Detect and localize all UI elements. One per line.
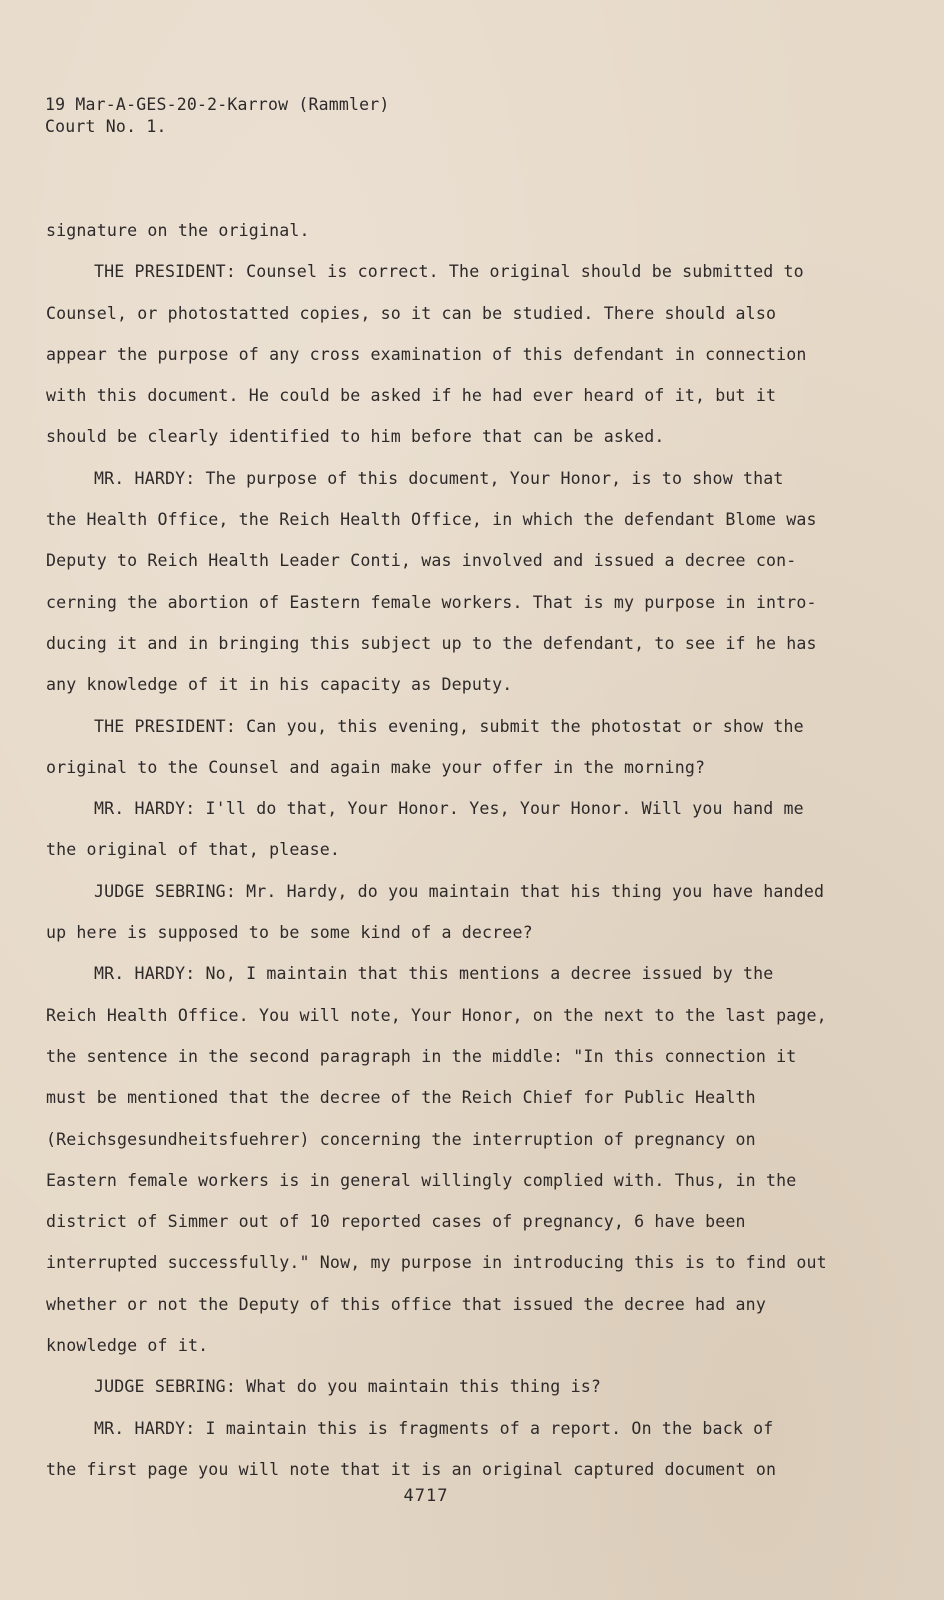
transcript-line: THE PRESIDENT: Counsel is correct. The original should be submitted to: [94, 262, 804, 282]
transcript-line: appear the purpose of any cross examination of this defendant in connection: [46, 344, 807, 364]
transcript-line: MR. HARDY: I'll do that, Your Honor. Yes, Your Honor. Will you hand me: [94, 799, 804, 819]
transcript-line: whether or not the Deputy of this office that issued the decree had any: [46, 1294, 766, 1314]
transcript-line: Counsel, or photostatted copies, so it can be studied. There should also: [46, 303, 777, 323]
page-number: 4717: [403, 1486, 449, 1506]
transcript-line: must be mentioned that the decree of the Reich Chief for Public Health: [46, 1088, 756, 1108]
transcript-body: [46, 210, 846, 1490]
transcript-line: Reich Health Office. You will note, Your Honor, on the next to the last page,: [46, 1005, 827, 1025]
transcript-line: the Health Office, the Reich Health Office, in which the defendant Blome was: [46, 510, 817, 530]
transcript-line: MR. HARDY: The purpose of this document, Your Honor, is to show that: [94, 468, 784, 488]
transcript-line: THE PRESIDENT: Can you, this evening, submit the photostat or show the: [94, 716, 804, 736]
transcript-line: the original of that, please.: [46, 840, 341, 860]
transcript-line: the first page you will note that it is an original captured document on: [46, 1459, 777, 1479]
transcript-line: knowledge of it.: [46, 1336, 209, 1356]
transcript-line: MR. HARDY: I maintain this is fragments of a report. On the back of: [94, 1418, 774, 1438]
transcript-line: cerning the abortion of Eastern female workers. That is my purpose in intro-: [46, 592, 817, 612]
transcript-line: any knowledge of it in his capacity as Deputy.: [46, 675, 513, 695]
transcript-line: district of Simmer out of 10 reported cases of pregnancy, 6 have been: [46, 1212, 746, 1232]
transcript-line: (Reichsgesundheitsfuehrer) concerning the interruption of pregnancy on: [46, 1129, 756, 1149]
document-header: [45, 94, 390, 138]
transcript-line: the sentence in the second paragraph in the middle: "In this connection it: [46, 1046, 797, 1066]
header-court: Court No. 1.: [45, 117, 167, 136]
transcript-line: should be clearly identified to him before that can be asked.: [46, 427, 665, 447]
transcript-line: JUDGE SEBRING: What do you maintain this thing is?: [94, 1377, 602, 1397]
transcript-line: signature on the original.: [46, 221, 310, 240]
transcript-line: Eastern female workers is in general willingly complied with. Thus, in the: [46, 1170, 797, 1190]
transcript-line: JUDGE SEBRING: Mr. Hardy, do you maintain that his thing you have handed: [94, 881, 825, 901]
header-reference: 19 Mar-A-GES-20-2-Karrow (Rammler): [45, 95, 390, 114]
transcript-line: MR. HARDY: No, I maintain that this mentions a decree issued by the: [94, 964, 774, 984]
transcript-line: Deputy to Reich Health Leader Conti, was involved and issued a decree con-: [46, 551, 797, 571]
transcript-line: up here is supposed to be some kind of a decree?: [46, 923, 533, 943]
transcript-line: with this document. He could be asked if he had ever heard of it, but it: [46, 386, 777, 406]
transcript-line: ducing it and in bringing this subject up to the defendant, to see if he has: [46, 633, 817, 653]
transcript-line: interrupted successfully." Now, my purpose in introducing this is to find out: [46, 1253, 827, 1273]
transcript-line: original to the Counsel and again make your offer in the morning?: [46, 757, 706, 777]
